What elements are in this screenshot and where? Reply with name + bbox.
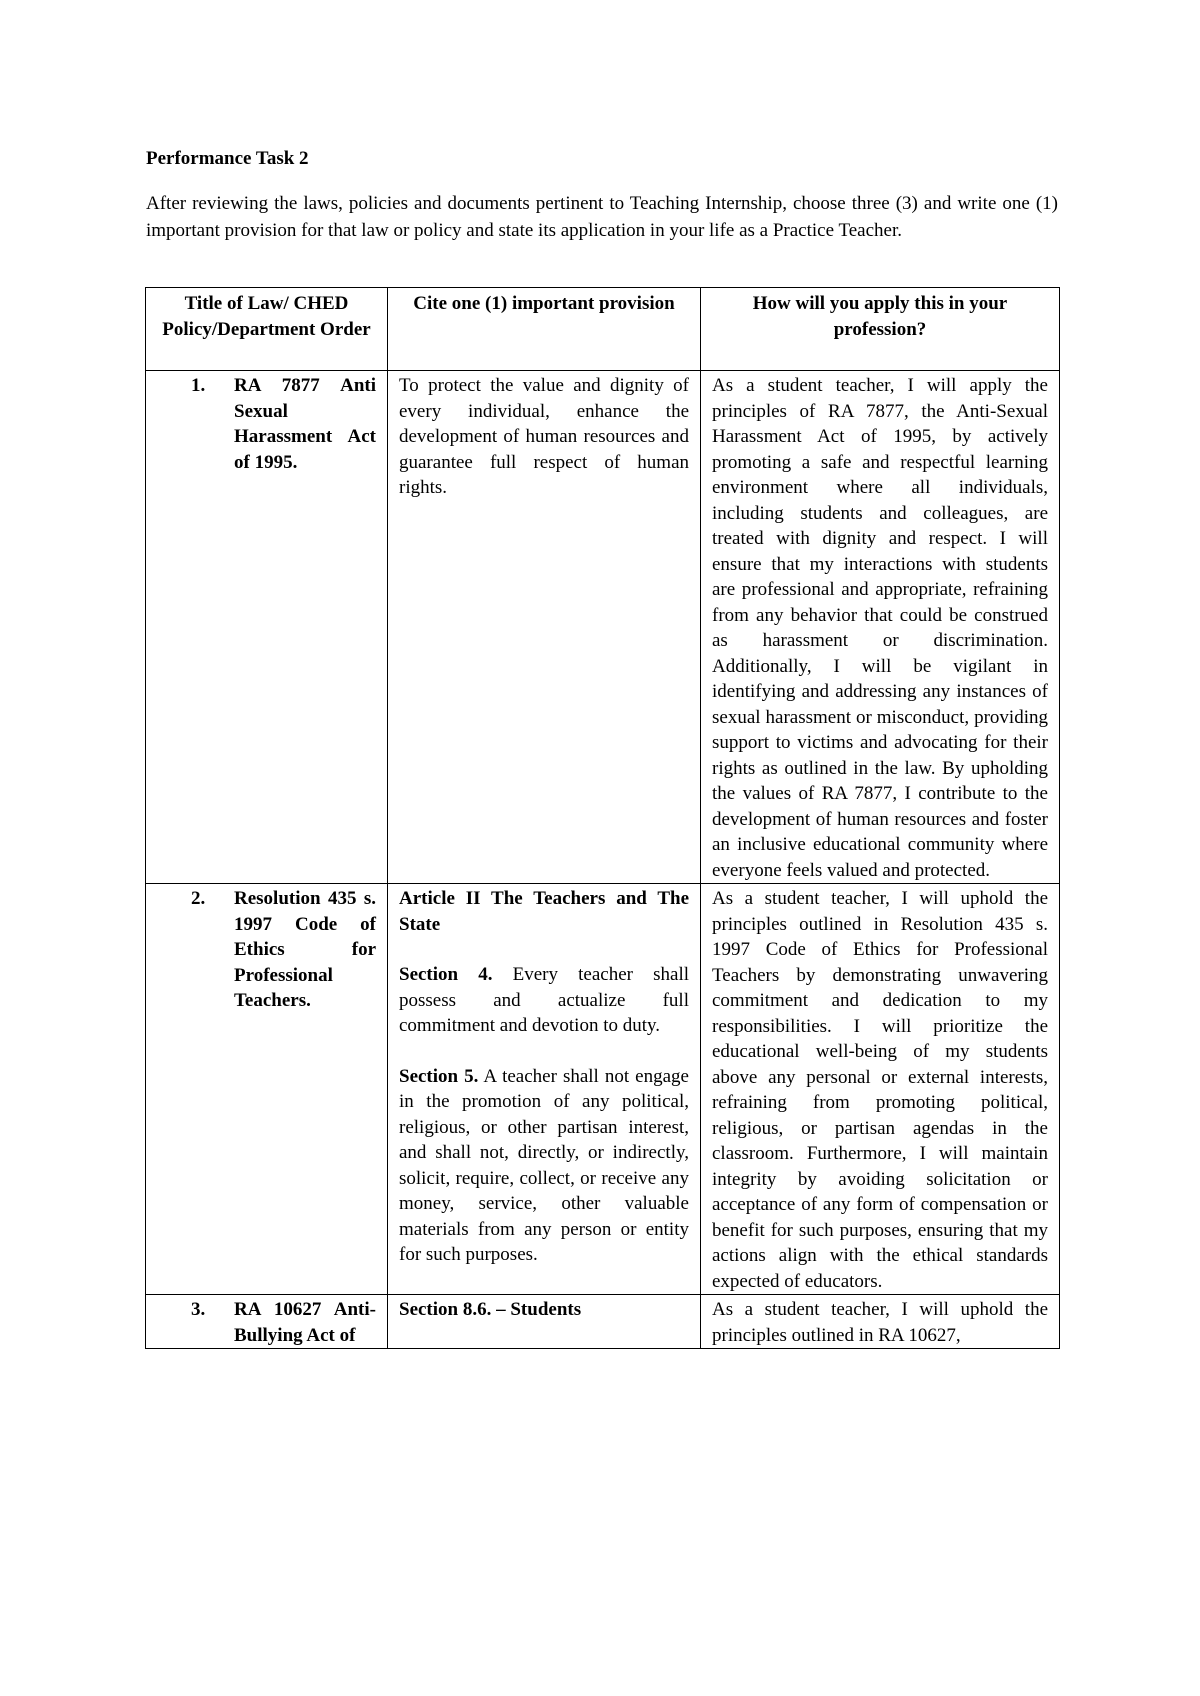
law-cell [146, 371, 388, 884]
page-title: Performance Task 2 [146, 148, 309, 169]
table-header-row [146, 288, 1060, 371]
header-application: How will you apply this in your profession? [701, 288, 1060, 371]
provision-cell: Section 8.6. – Students [388, 1295, 701, 1349]
row-number: 1. [191, 375, 206, 396]
laws-table [145, 287, 1060, 1349]
provision-heading: Article II The Teachers and The State [399, 888, 689, 935]
row-number: 3. [191, 1299, 206, 1320]
law-cell [146, 884, 388, 1295]
provision-section-4 [399, 962, 689, 1039]
application-cell: As a student teacher, I will uphold the principles outlined in RA 10627, [701, 1295, 1060, 1349]
provision-cell [388, 884, 701, 1295]
provision-section-5 [399, 1064, 689, 1268]
header-law-title: Title of Law/ CHED Policy/Department Order [146, 288, 388, 371]
table-row [146, 371, 1060, 884]
law-title: RA 7877 Anti Sexual Harassment Act of 1995. [234, 375, 376, 473]
provision-cell: To protect the value and dignity of every individual, enhance the development of human resources and guarantee full respect of human rights. [388, 371, 701, 884]
law-cell [146, 1295, 388, 1349]
section-5-text: A teacher shall not engage in the promotion of any political, religious, or other partisan interest, and shall not, directly, or indirectly, solicit, require, collect, or receive any money, service, other valuable materials from any person or entity for such purposes. [399, 1065, 689, 1265]
section-4-label: Section 4. [399, 964, 493, 985]
intro-paragraph: After reviewing the laws, policies and documents pertinent to Teaching Internship, choose three (3) and write one (1) important provision for that law or policy and state its application in your life as a Practice Teacher. [146, 193, 1058, 241]
application-cell: As a student teacher, I will apply the principles of RA 7877, the Anti-Sexual Harassment Act of 1995, by actively promoting a safe and respectful learning environment where all individuals, including students and colleagues, are treated with dignity and respect. I will ensure that my interactions with students are professional and appropriate, refraining from any behavior that could be construed as harassment or discrimination. Additionally, I will be vigilant in identifying and addressing any instances of sexual harassment or misconduct, providing support to victims and advocating for their rights as outlined in the law. By upholding the values of RA 7877, I contribute to the development of human resources and foster an inclusive educational community where everyone feels valued and protected. [701, 371, 1060, 884]
application-cell: As a student teacher, I will uphold the principles outlined in Resolution 435 s. 1997 Code of Ethics for Professional Teachers by demonstrating unwavering commitment and dedication to my responsibilities. I will prioritize the educational well-being of my students above any personal or external interests, refraining from promoting political, religious, or partisan agendas in the classroom. Furthermore, I will maintain integrity by avoiding solicitation or acceptance of any form of compensation or benefit for such purposes, ensuring that my actions align with the ethical standards expected of educators. [701, 884, 1060, 1295]
law-title: Resolution 435 s. 1997 Code of Ethics for Professional Teachers. [234, 888, 376, 1011]
paragraph-gap [399, 937, 689, 962]
law-title: RA 10627 Anti-Bullying Act of [234, 1299, 376, 1346]
table-row [146, 1295, 1060, 1349]
header-provision: Cite one (1) important provision [388, 288, 701, 371]
paragraph-gap [399, 1039, 689, 1064]
row-number: 2. [191, 888, 206, 909]
section-5-label: Section 5. [399, 1065, 479, 1087]
section-4-text: Every teacher shall possess and actualize full commitment and devotion to duty. [399, 964, 689, 1036]
table-row [146, 884, 1060, 1295]
